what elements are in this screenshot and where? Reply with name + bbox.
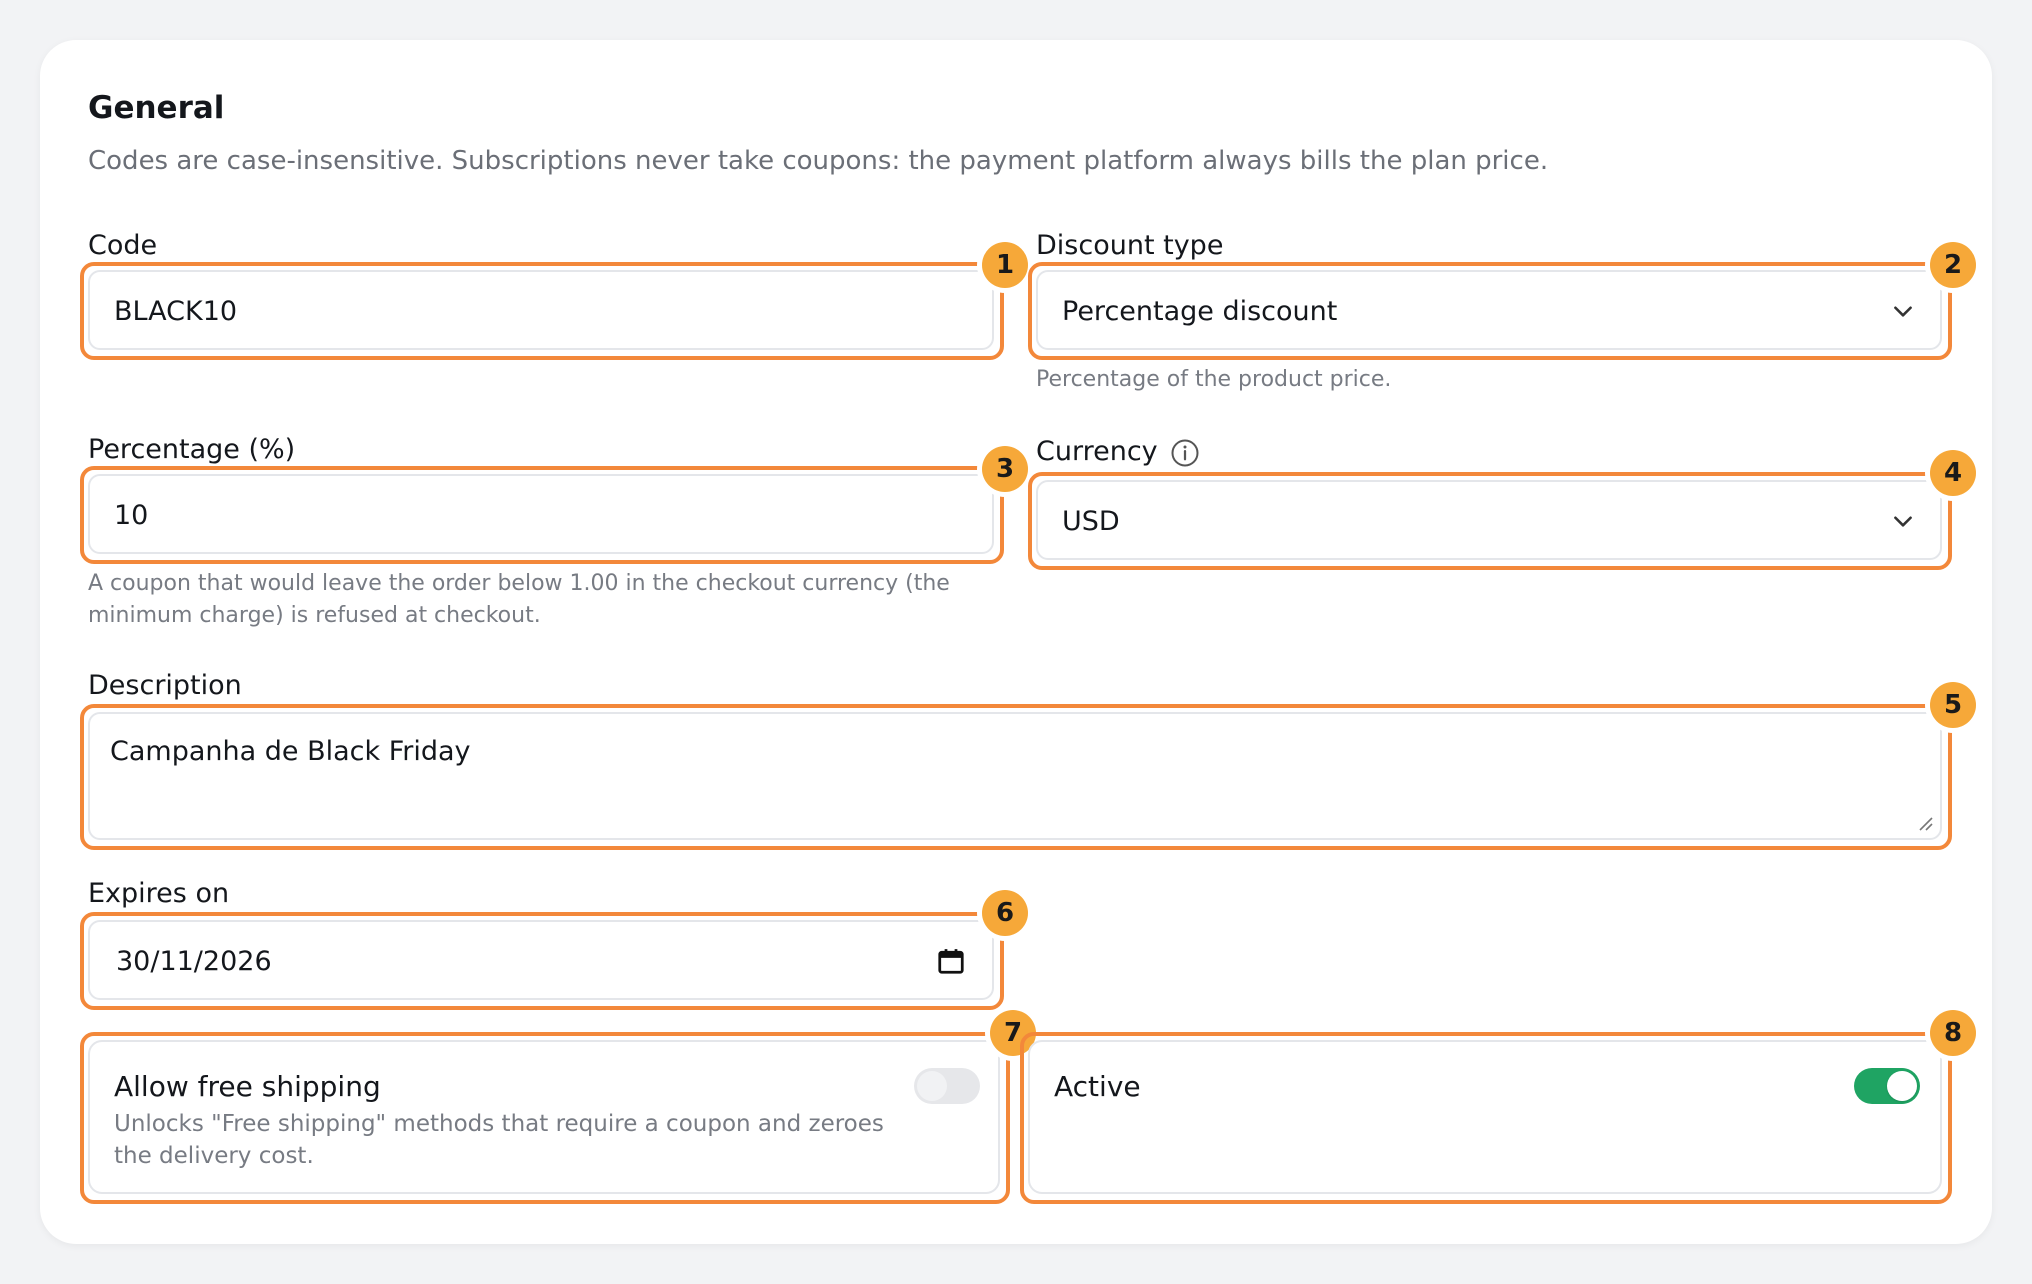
percentage-label: Percentage (%) <box>88 434 296 465</box>
description-value: Campanha de Black Friday <box>110 736 471 767</box>
badge-4: 4 <box>1930 450 1976 496</box>
currency-value: USD <box>1062 506 1120 537</box>
active-toggle[interactable] <box>1854 1068 1920 1104</box>
free-shipping-toggle[interactable] <box>914 1068 980 1104</box>
free-shipping-title: Allow free shipping <box>114 1070 381 1103</box>
discount-type-value: Percentage discount <box>1062 296 1338 327</box>
currency-select[interactable] <box>1036 480 1942 560</box>
chevron-down-icon <box>1890 508 1916 534</box>
resize-handle-icon[interactable] <box>1916 814 1934 832</box>
code-input[interactable] <box>88 270 994 350</box>
expires-on-date-input[interactable] <box>88 920 994 1000</box>
calendar-icon[interactable] <box>936 946 966 976</box>
chevron-down-icon <box>1890 298 1916 324</box>
section-title: General <box>88 90 225 126</box>
percentage-value: 10 <box>114 500 149 531</box>
badge-2: 2 <box>1930 242 1976 288</box>
expires-on-label: Expires on <box>88 878 230 909</box>
description-textarea[interactable] <box>88 712 1942 840</box>
badge-7: 7 <box>990 1010 1036 1056</box>
active-card <box>1028 1040 1942 1194</box>
discount-type-select[interactable] <box>1036 270 1942 350</box>
discount-type-help: Percentage of the product price. <box>1036 367 1392 392</box>
currency-label: Currency <box>1036 436 1158 467</box>
discount-type-label: Discount type <box>1036 230 1224 261</box>
badge-1: 1 <box>982 242 1028 288</box>
badge-6: 6 <box>982 890 1028 936</box>
badge-3: 3 <box>982 446 1028 492</box>
free-shipping-card <box>88 1040 1000 1194</box>
code-value: BLACK10 <box>114 296 238 327</box>
active-title: Active <box>1054 1070 1141 1103</box>
free-shipping-description: Unlocks "Free shipping" methods that require a coupon and zeroes the delivery cost. <box>114 1111 884 1169</box>
info-icon[interactable] <box>1170 438 1200 468</box>
badge-5: 5 <box>1930 682 1976 728</box>
percentage-help: A coupon that would leave the order below 1.00 in the checkout currency (the minimum charge) is refused at checkout. <box>88 571 950 628</box>
percentage-input[interactable] <box>88 474 994 554</box>
toggle-knob <box>917 1071 947 1101</box>
section-subtitle: Codes are case-insensitive. Subscriptions never take coupons: the payment platform always bills the plan price. <box>88 146 1549 176</box>
expires-on-value: 30/11/2026 <box>116 946 272 977</box>
code-label: Code <box>88 230 158 261</box>
description-label: Description <box>88 670 242 701</box>
badge-8: 8 <box>1930 1010 1976 1056</box>
toggle-knob <box>1887 1071 1917 1101</box>
